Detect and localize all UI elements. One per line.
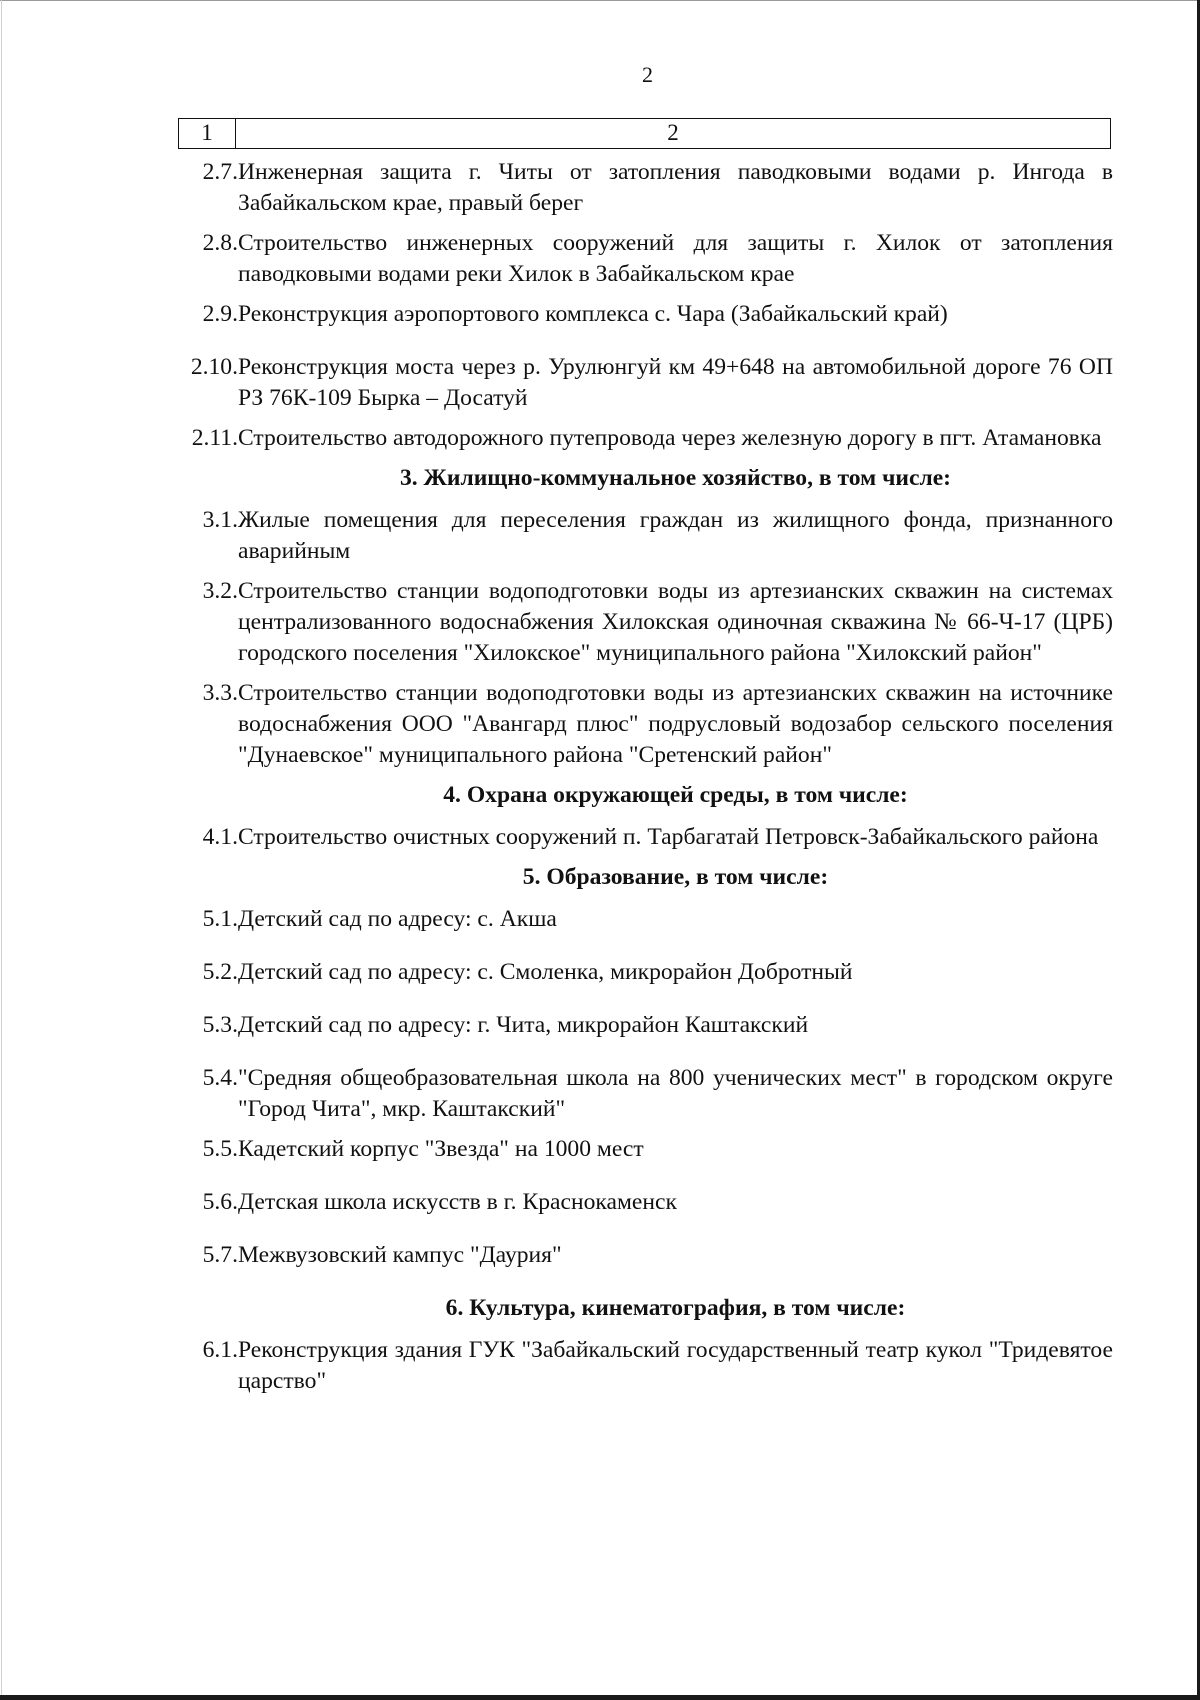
list-item [178,228,1113,290]
list-item [178,1187,1113,1218]
item-number: 2.9. [202,301,238,327]
list-item [178,157,1113,219]
item-number: 3.1. [202,507,238,533]
scan-edge-bottom [0,1695,1200,1700]
list-item [178,1134,1113,1165]
column-header-2: 2 [667,120,679,145]
item-number: 5.7. [202,1242,238,1268]
list-item [178,1063,1113,1125]
item-text: Строительство автодорожного путепровода через железную дорогу в пгт. Атамановка [238,425,1102,451]
item-text: Кадетский корпус "Звезда" на 1000 мест [238,1136,644,1162]
list-item [178,576,1113,669]
item-text: Детская школа искусств в г. Краснокаменск [238,1189,677,1215]
item-number: 2.8. [202,230,238,256]
item-number: 6.1. [202,1337,238,1363]
list-item [178,904,1113,935]
document-body [178,157,1113,1406]
list-item [178,352,1113,414]
list-item [178,1240,1113,1271]
list-item [178,299,1113,330]
item-number: 5.6. [202,1189,238,1215]
item-number: 5.5. [202,1136,238,1162]
item-text: Детский сад по адресу: с. Акша [238,906,557,932]
item-number: 2.11. [191,425,238,451]
item-text: "Средняя общеобразовательная школа на 800 ученических мест" в городском округе "Город Чита", мкр. Каштакский" [238,1065,1113,1122]
item-number: 2.10. [190,354,238,380]
section-heading-education: 5. Образование, в том числе: [522,864,829,890]
item-number: 5.4. [202,1065,238,1091]
page-number: 2 [642,62,653,87]
item-number: 5.1. [202,906,238,932]
list-item [178,1010,1113,1041]
list-item [178,822,1113,853]
item-text: Реконструкция здания ГУК "Забайкальский государственный театр кукол "Тридевятое царство" [238,1337,1113,1394]
item-number: 5.3. [202,1012,238,1038]
item-number: 2.7. [202,159,238,185]
item-text: Жилые помещения для переселения граждан из жилищного фонда, признанного аварийным [238,507,1113,564]
item-text: Детский сад по адресу: г. Чита, микрорайон Каштакский [238,1012,809,1038]
table-column-header [178,118,1111,149]
item-text: Межвузовский кампус "Даурия" [238,1242,562,1268]
list-item [178,678,1113,771]
section-heading-culture: 6. Культура, кинематография, в том числе: [445,1295,906,1321]
item-number: 3.3. [202,680,238,706]
list-item [178,505,1113,567]
item-number: 3.2. [202,578,238,604]
section-heading-environment: 4. Охрана окружающей среды, в том числе: [443,782,908,808]
list-item [178,1335,1113,1397]
item-number: 5.2. [202,959,238,985]
item-text: Строительство станции водоподготовки воды из артезианских скважин на источнике водоснабжения ООО "Авангард плюс" подрусловый водозабор сельского поселения "Дунаевское" муниципального района "Сретенский район" [238,680,1113,768]
column-header-1: 1 [179,119,236,148]
item-text: Реконструкция моста через р. Урулюнгуй км 49+648 на автомобильной дороге 76 ОП РЗ 76К-109 Бырка – Досатуй [238,354,1113,411]
list-item [178,423,1113,454]
item-text: Строительство очистных сооружений п. Тарбагатай Петровск-Забайкальского района [238,824,1099,850]
item-text: Строительство инженерных сооружений для защиты г. Хилок от затопления паводковыми водами реки Хилок в Забайкальском крае [238,230,1113,287]
section-heading-housing: 3. Жилищно-коммунальное хозяйство, в том числе: [399,465,952,491]
item-text: Инженерная защита г. Читы от затопления паводковыми водами р. Ингода в Забайкальском крае, правый берег [238,159,1113,216]
list-item [178,957,1113,988]
scan-edge-left [1,0,2,1700]
item-text: Детский сад по адресу: с. Смоленка, микрорайон Добротный [238,959,853,985]
scan-edge-top [0,0,1200,1]
item-text: Реконструкция аэропортового комплекса с. Чара (Забайкальский край) [238,301,948,327]
item-text: Строительство станции водоподготовки воды из артезианских скважин на системах централизованного водоснабжения Хилокская одиночная скважина № 66-Ч-17 (ЦРБ) городского поселения "Хилокское" муниципального района "Хилокский район" [238,578,1113,666]
item-number: 4.1. [202,824,238,850]
